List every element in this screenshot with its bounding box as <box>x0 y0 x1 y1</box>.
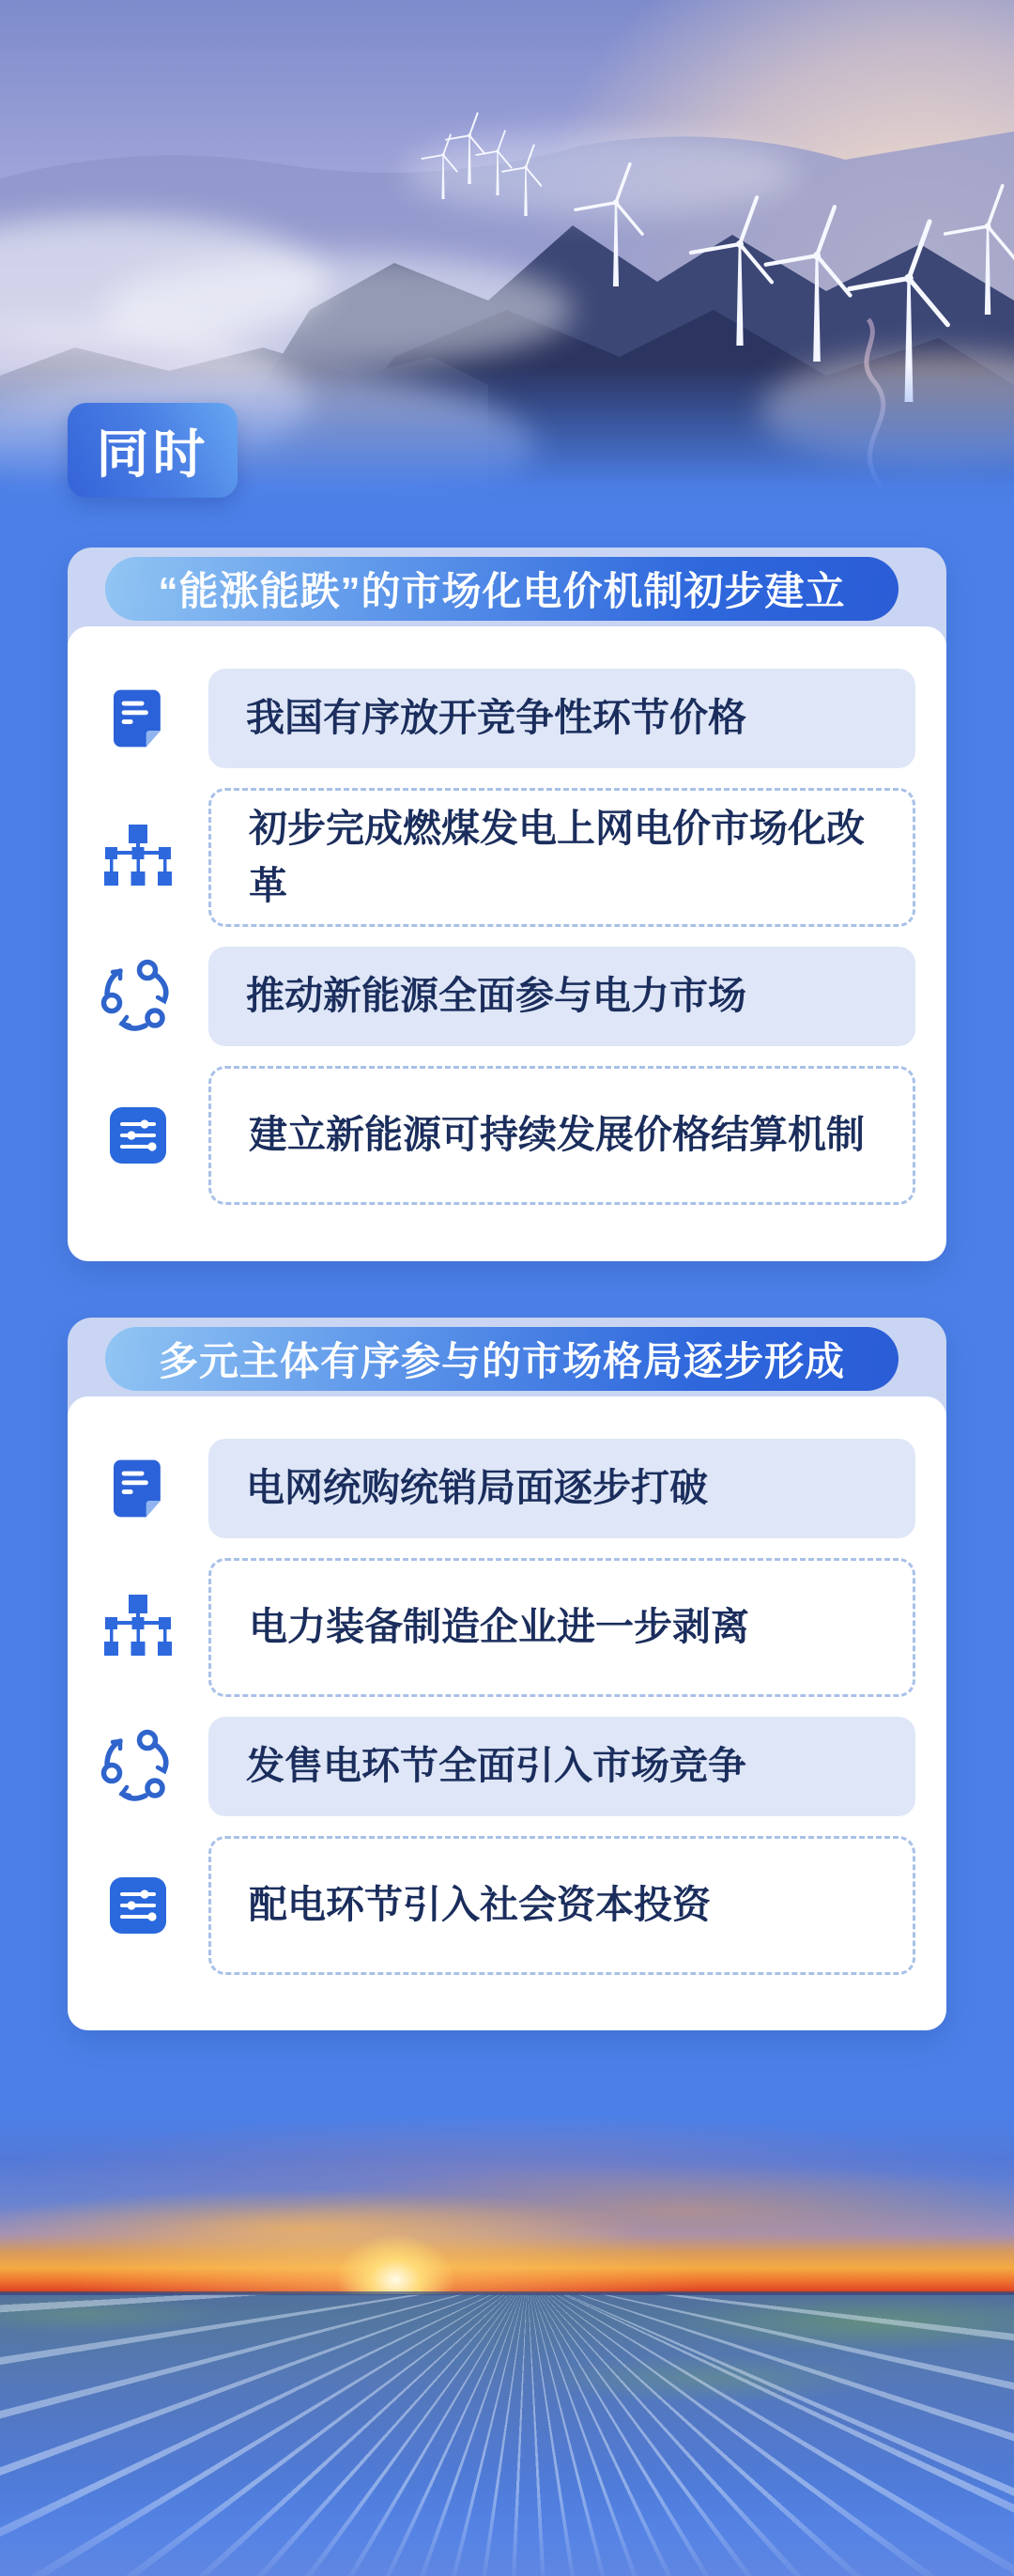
bottom-fade <box>0 2482 1014 2576</box>
info-item-text: 发售电环节全面引入市场竞争 <box>246 1744 746 1788</box>
info-item <box>68 1836 946 1975</box>
info-item <box>68 1439 946 1538</box>
info-item-box <box>208 1439 915 1538</box>
card-2-body <box>68 1396 946 2030</box>
section-badge <box>68 403 238 498</box>
sliders-icon <box>68 1877 208 1934</box>
info-item <box>68 788 946 927</box>
cycle-icon <box>68 1729 208 1804</box>
card-1-header-pill <box>105 557 899 621</box>
solar-farm-sunset-photo <box>0 2113 1014 2576</box>
document-icon <box>68 1458 208 1519</box>
info-item <box>68 1717 946 1816</box>
info-item-box <box>208 669 915 768</box>
org-chart-icon <box>68 825 208 890</box>
info-item-text: 配电环节引入社会资本投资 <box>249 1883 711 1927</box>
org-chart-icon <box>68 1595 208 1660</box>
info-item-box <box>208 1717 915 1816</box>
info-item-text: 建立新能源可持续发展价格结算机制 <box>249 1113 865 1157</box>
info-item-box <box>208 1836 915 1975</box>
info-item <box>68 1066 946 1205</box>
info-item-text: 推动新能源全面参与电力市场 <box>246 974 746 1018</box>
card-2-header-text: 多元主体有序参与的市场格局逐步形成 <box>158 1339 845 1383</box>
sliders-icon <box>68 1107 208 1164</box>
info-item-text: 我国有序放开竞争性环节价格 <box>246 696 746 740</box>
info-item <box>68 947 946 1046</box>
info-item-box <box>208 1558 915 1697</box>
info-item-box <box>208 788 915 927</box>
info-item-text: 电力装备制造企业进一步剥离 <box>249 1605 749 1649</box>
card-2-header-pill <box>105 1327 899 1391</box>
card-market-structure <box>68 1318 946 2030</box>
document-icon <box>68 688 208 748</box>
section-badge-label: 同时 <box>96 424 209 484</box>
card-1-body <box>68 626 946 1261</box>
cycle-icon <box>68 959 208 1034</box>
info-item <box>68 1558 946 1697</box>
info-item-text: 初步完成燃煤发电上网电价市场化改革 <box>249 806 865 907</box>
info-item <box>68 669 946 768</box>
horizon-line <box>0 2291 1014 2295</box>
card-1-header-text: “能涨能跌”的市场化电价机制初步建立 <box>158 569 846 613</box>
info-item-box <box>208 1066 915 1205</box>
card-price-mechanism <box>68 548 946 1261</box>
info-item-box <box>208 947 915 1046</box>
info-item-text: 电网统购统销局面逐步打破 <box>246 1466 708 1510</box>
